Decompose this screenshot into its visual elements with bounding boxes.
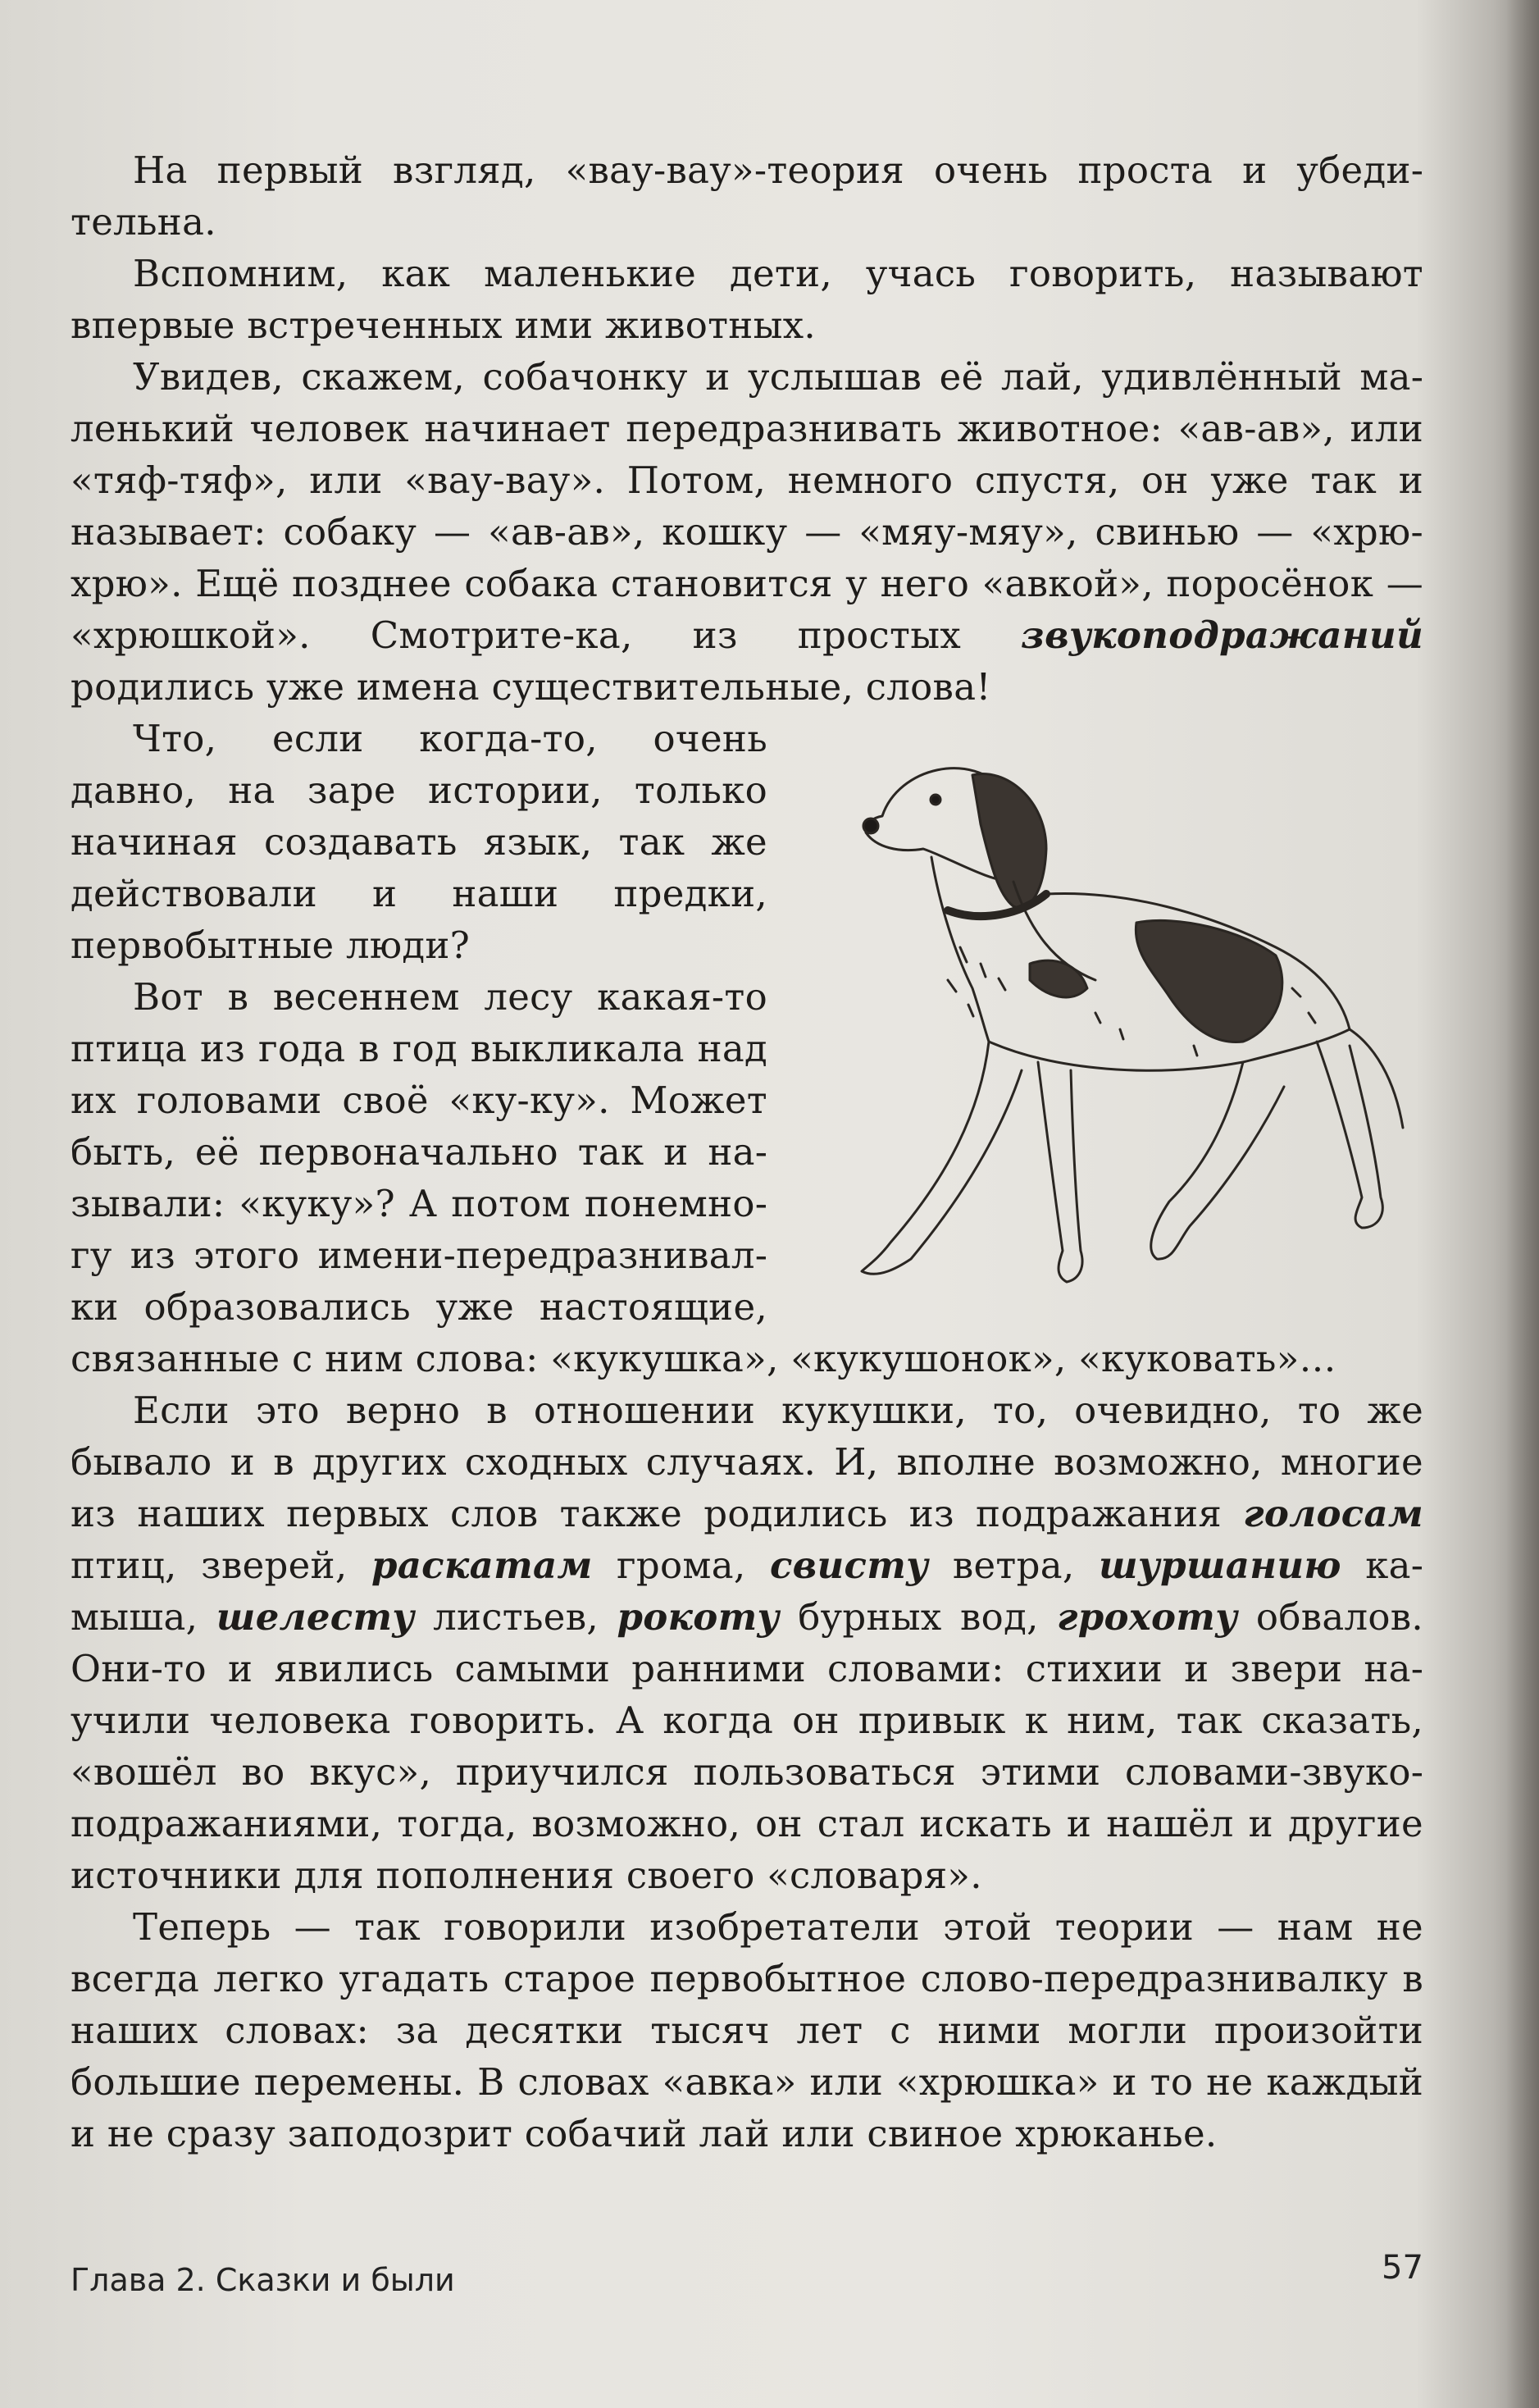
emphasized-term: звукоподражаний [1021, 613, 1423, 657]
dog-belly [989, 1029, 1350, 1070]
emphasized-term: свисту [769, 1544, 929, 1587]
paragraph [71, 144, 1423, 248]
paragraph [71, 248, 1423, 351]
page-number: 57 [1382, 2249, 1423, 2287]
illustration-wrap [784, 718, 1423, 1325]
dog-hind-leg [1151, 1062, 1284, 1259]
emphasized-term: раскатам [371, 1544, 593, 1587]
text-run: ветра, [928, 1544, 1099, 1587]
paragraph [71, 351, 1423, 713]
text-run: родились уже имена существительные, слова! [71, 665, 991, 709]
text-run: Теперь — так говорили изобретатели этой теории — нам не всегда легко угадать старое первобытное слово-передразнивалку в наших словах: за десятки тысяч лет с ними могли произойти большие перемены. В словах «авка» или «хрюшка» и то не каждый и не сразу заподозрит собачий лай или свиное хрюканье. [71, 1905, 1423, 2155]
text-run: Увидев, скажем, собачонку и услышав её лай, удивлённый маленький человек начинает передразнивать животное: «ав-ав», или «тяф-тяф», или «вау-вау». Потом, немного спустя, он уже так и называет: собаку — «ав-ав», кошку — «мяу-мяу», свинью — «хрю-хрю». Ещё позднее собака становится у него «авкой», поросёнок — «хрюшкой». Смотрите-ка, из простых [71, 355, 1423, 657]
text-run: грома, [592, 1544, 770, 1587]
dog-illustration [784, 718, 1423, 1325]
chapter-footer: Глава 2. Сказки и были [71, 2262, 455, 2298]
text-run: птиц, зверей, [71, 1544, 371, 1587]
text-run: Что, если когда-то, очень давно, на заре истории, только начиная создавать язык, так же действовали и наши предки, первобытные люди? [71, 717, 767, 967]
emphasized-term: рокоту [617, 1595, 780, 1639]
text-run: На первый взгляд, «вау-вау»-теория очень проста и убедительна. [71, 148, 1423, 244]
text-run: бурных вод, [779, 1595, 1058, 1639]
emphasized-term: грохоту [1057, 1595, 1238, 1639]
text-run: Вспомним, как маленькие дети, учась говорить, называют впервые встреченных ими животных. [71, 252, 1423, 347]
text-run: листьев, [414, 1595, 617, 1639]
emphasized-term: шелесту [216, 1595, 415, 1639]
text-run: Если это верно в отношении кукушки, то, очевидно, то же бывало и в других сходных случаях. И, вполне возможно, многие из наших первых слов также родились из подражания [71, 1389, 1423, 1535]
page-edge-shadow [1506, 0, 1539, 2408]
emphasized-term: голосам [1243, 1492, 1423, 1535]
text-run: камыша, [71, 1544, 1423, 1639]
emphasized-term: шуршанию [1098, 1544, 1341, 1587]
body-text [71, 144, 1423, 2159]
dog-ear [972, 773, 1046, 907]
paragraph [71, 1384, 1423, 1901]
text-run: Вот в весеннем лесу какая-то птица из года в год выкликала над их головами своё «ку-ку». Может быть, её первоначально так и называли: «куку»? А потом понемногу из этого имени-передразнивалки образовались уже настоящие, связанные с ним слова: «кукушка», «кукушонок», «куковать»… [71, 975, 1336, 1380]
paragraph [71, 1901, 1423, 2159]
dog-front-leg [862, 1042, 1022, 1274]
text-run: обвалов. Они-то и явились самыми ранними словами: стихии и звери научили человека говорить. А когда он привык к ним, так сказать, «вошёл во вкус», приучился пользоваться этими словами-звукоподражаниями, тогда, возможно, он стал искать и нашёл и другие источники для пополнения своего «словаря». [71, 1595, 1423, 1897]
